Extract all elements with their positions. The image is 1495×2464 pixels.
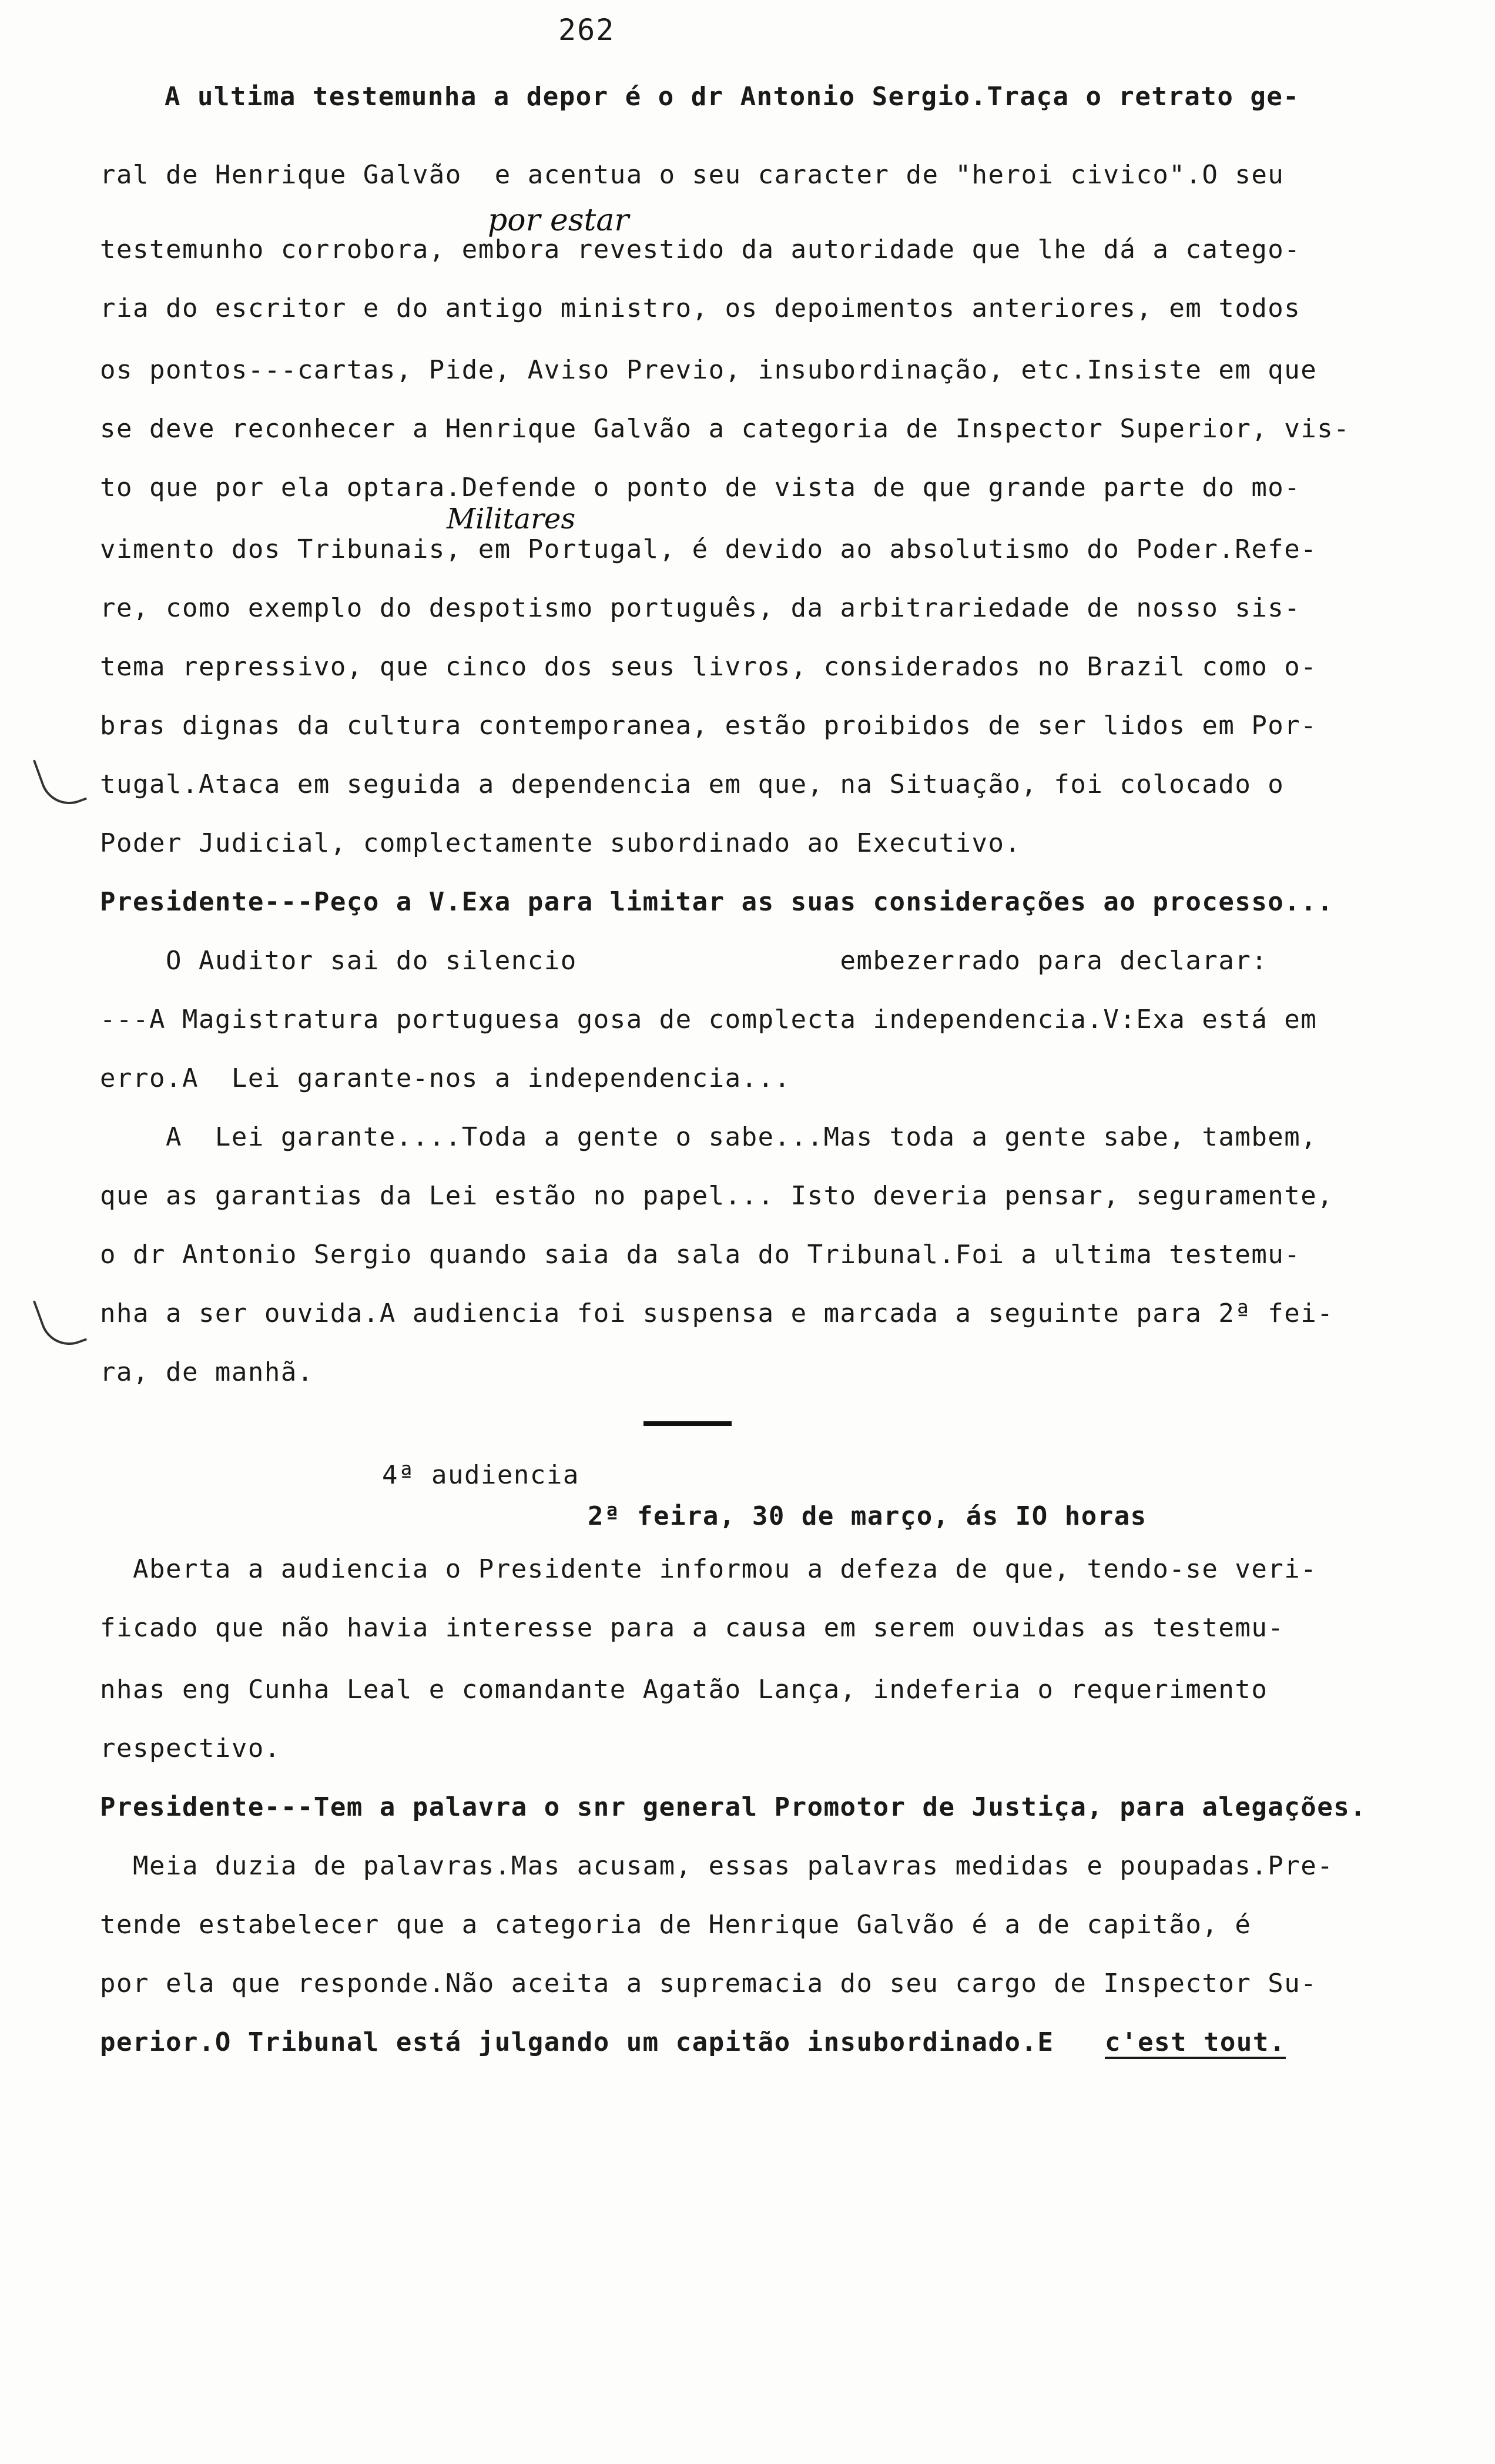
text-line: bras dignas da cultura contemporanea, estão proibidos de ser lidos em Por- [100, 711, 1318, 741]
handwritten-insertion: Militares [447, 503, 576, 535]
section-separator [643, 1421, 732, 1426]
text-line: A Lei garante....Toda a gente o sabe...Mas toda a gente sabe, tambem, [100, 1122, 1318, 1152]
text-line: A ultima testemunha a depor é o dr Antonio Sergio.Traça o retrato ge- [165, 82, 1300, 112]
text-line: Meia duzia de palavras.Mas acusam, essas palavras medidas e poupadas.Pre- [100, 1851, 1334, 1881]
text-line: respectivo. [100, 1733, 281, 1763]
text-line: que as garantias da Lei estão no papel... Isto deveria pensar, seguramente, [100, 1181, 1334, 1211]
text-line: nha a ser ouvida.A audiencia foi suspensa e marcada a seguinte para 2ª fei- [100, 1298, 1334, 1328]
text-line: tugal.Ataca em seguida a dependencia em que, na Situação, foi colocado o [100, 769, 1285, 799]
text-line: vimento dos Tribunais, em Portugal, é devido ao absolutismo do Poder.Refe- [100, 534, 1318, 564]
final-phrase: c'est tout. [1105, 2027, 1286, 2057]
page-number: 262 [558, 13, 615, 47]
text-line: ral de Henrique Galvão e acentua o seu caracter de "heroi civico".O seu [100, 160, 1285, 190]
text-line: perior.O Tribunal está julgando um capitão insubordinado.E [100, 2027, 1054, 2057]
text-line: nhas eng Cunha Leal e comandante Agatão Lança, indeferia o requerimento [100, 1675, 1268, 1705]
margin-mark [33, 748, 87, 812]
text-line: o dr Antonio Sergio quando saia da sala do Tribunal.Foi a ultima testemu- [100, 1240, 1301, 1270]
text-line: re, como exemplo do despotismo português, da arbitrariedade de nosso sis- [100, 593, 1301, 623]
section-title: 4ª audiencia [382, 1460, 579, 1490]
text-line: ficado que não havia interesse para a causa em serem ouvidas as testemu- [100, 1613, 1285, 1643]
text-line: ---A Magistratura portuguesa gosa de complecta independencia.V:Exa está em [100, 1005, 1318, 1035]
section-date: 2ª feira, 30 de março, ás IO horas [588, 1501, 1147, 1531]
text-line: Presidente---Peço a V.Exa para limitar as suas considerações ao processo... [100, 887, 1334, 917]
text-line: Presidente---Tem a palavra o snr general Promotor de Justiça, para alegações. [100, 1792, 1367, 1822]
text-line: erro.A Lei garante-nos a independencia... [100, 1063, 791, 1093]
text-line: ria do escritor e do antigo ministro, os depoimentos anteriores, em todos [100, 293, 1301, 323]
text-line: tende estabelecer que a categoria de Henrique Galvão é a de capitão, é [100, 1910, 1252, 1940]
text-line: ra, de manhã. [100, 1357, 314, 1387]
margin-mark [33, 1288, 87, 1353]
text-line: O Auditor sai do silencio embezerrado para declarar: [100, 946, 1268, 976]
text-line: os pontos---cartas, Pide, Aviso Previo, insubordinação, etc.Insiste em que [100, 355, 1318, 385]
text-line: to que por ela optara.Defende o ponto de vista de que grande parte do mo- [100, 473, 1301, 503]
text-line: tema repressivo, que cinco dos seus livros, considerados no Brazil como o- [100, 652, 1318, 682]
text-line: testemunho corrobora, embora revestido da autoridade que lhe dá a catego- [100, 235, 1301, 265]
handwritten-insertion: por estar [488, 203, 629, 238]
text-line: Aberta a audiencia o Presidente informou a defeza de que, tendo-se veri- [100, 1554, 1318, 1584]
text-line: por ela que responde.Não aceita a supremacia do seu cargo de Inspector Su- [100, 1968, 1318, 1998]
text-line: se deve reconhecer a Henrique Galvão a categoria de Inspector Superior, vis- [100, 414, 1350, 444]
text-line: Poder Judicial, complectamente subordinado ao Executivo. [100, 828, 1021, 858]
